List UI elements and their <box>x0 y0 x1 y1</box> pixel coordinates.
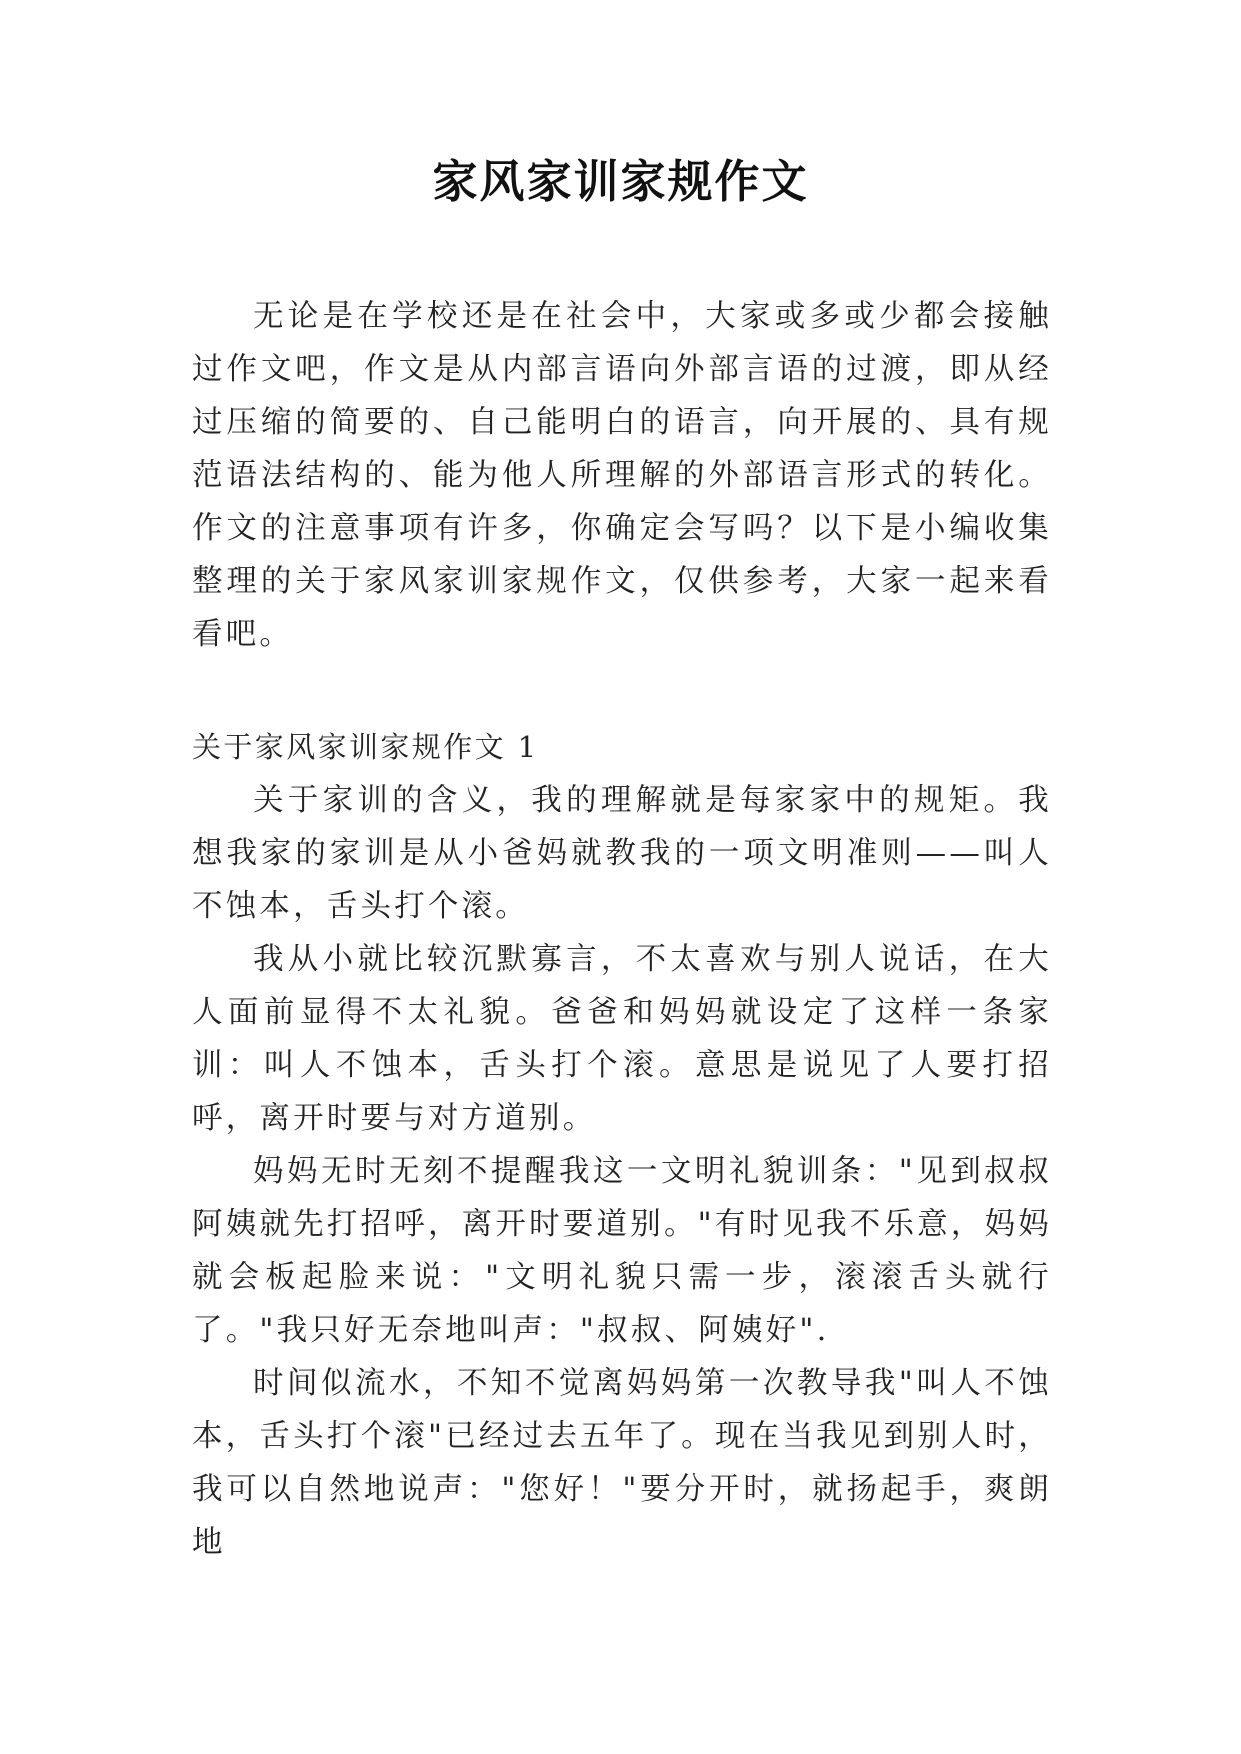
document-title: 家风家训家规作文 <box>432 155 809 208</box>
body-paragraph: 时间似流水，不知不觉离妈妈第一次教导我"叫人不蚀本，舌头打个滚"已经过去五年了。现在当我见到别人时，我可以自然地说声："您好！"要分开时，就扬起手，爽朗地 <box>192 1366 1052 1560</box>
body-paragraph: 我从小就比较沉默寡言，不太喜欢与别人说话，在大人面前显得不太礼貌。爸爸和妈妈就设定了这样一条家训：叫人不蚀本，舌头打个滚。意思是说见了人要打招呼，离开时要与对方道别。 <box>192 942 1052 1136</box>
body-paragraph: 妈妈无时无刻不提醒我这一文明礼貌训条："见到叔叔阿姨就先打招呼，离开时要道别。"有时见我不乐意，妈妈就会板起脸来说："文明礼貌只需一步，滚滚舌头就行了。"我只好无奈地叫声："叔叔、阿姨好". <box>192 1154 1052 1348</box>
section-heading: 关于家风家训家规作文 1 <box>192 730 539 764</box>
body-paragraph: 关于家训的含义，我的理解就是每家家中的规矩。我想我家的家训是从小爸妈就教我的一项文明准则——叫人不蚀本，舌头打个滚。 <box>192 783 1052 924</box>
intro-paragraph: 无论是在学校还是在社会中，大家或多或少都会接触过作文吧，作文是从内部言语向外部言语的过渡，即从经过压缩的简要的、自己能明白的语言，向开展的、具有规范语法结构的、能为他人所理解的外部语言形式的转化。作文的注意事项有许多，你确定会写吗？以下是小编收集整理的关于家风家训家规作文，仅供参考，大家一起来看看吧。 <box>192 299 1052 652</box>
document-body <box>192 290 1052 1569</box>
